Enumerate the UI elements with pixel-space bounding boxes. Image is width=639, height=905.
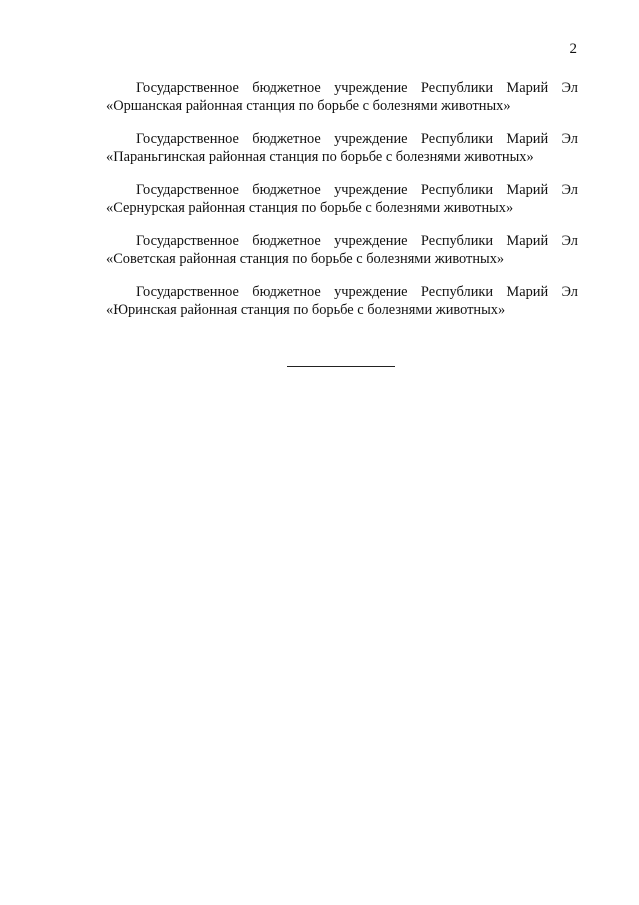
entry-institution-type: Государственное бюджетное учреждение Республики Марий Эл — [136, 233, 578, 249]
list-item — [106, 79, 578, 115]
entry-institution-type: Государственное бюджетное учреждение Республики Марий Эл — [136, 131, 578, 147]
list-item — [106, 130, 578, 166]
list-item — [106, 232, 578, 268]
entry-institution-name: «Юринская районная станция по борьбе с болезнями животных» — [106, 302, 506, 318]
entry-institution-type: Государственное бюджетное учреждение Республики Марий Эл — [136, 284, 578, 300]
entry-institution-name: «Оршанская районная станция по борьбе с болезнями животных» — [106, 98, 511, 114]
list-item — [106, 181, 578, 217]
list-item — [106, 283, 578, 319]
entry-institution-name: «Сернурская районная станция по борьбе с болезнями животных» — [106, 200, 514, 216]
entry-institution-name: «Советская районная станция по борьбе с болезнями животных» — [106, 251, 505, 267]
page-number: 2 — [569, 41, 577, 57]
entry-institution-name: «Параньгинская районная станция по борьбе с болезнями животных» — [106, 149, 534, 165]
institution-list — [106, 79, 578, 334]
entry-institution-type: Государственное бюджетное учреждение Республики Марий Эл — [136, 182, 578, 198]
entry-institution-type: Государственное бюджетное учреждение Республики Марий Эл — [136, 80, 578, 96]
end-separator-line — [287, 366, 395, 367]
